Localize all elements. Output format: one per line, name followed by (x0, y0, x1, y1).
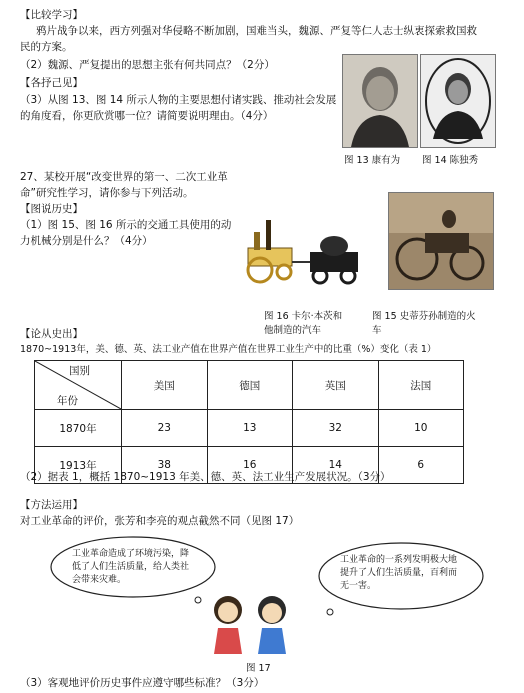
fig17-caption: 图 17 (246, 663, 271, 674)
intro-text-line1: 鸦片战争以来，西方列强对华侵略不断加剧，国难当头，魏源、严复等仁人志士纵衷探索救国救 (36, 25, 477, 37)
intro-evaluation: 对工业革命的评价，张芳和李亮的观点截然不同（见图 17） (20, 515, 300, 527)
fig16-caption-line1: 图 16 卡尔·本茨和 (264, 311, 343, 322)
question-2-wei-yan: （2）魏源、严复提出的思想主张有何共同点？（2分） (20, 59, 275, 71)
table-cell: 16 (207, 447, 293, 484)
question-2-table: （2）据表 1，概括 1870~1913 年美、德、英、法工业生产发展状况。（3分） (20, 471, 391, 483)
corner-country-label: 国别 (69, 365, 90, 377)
column-header-uk: 英国 (293, 361, 379, 410)
column-header-france: 法国 (378, 361, 464, 410)
fig14-caption: 图 14 陈独秀 (422, 155, 479, 166)
fig13-caption: 图 13 康有为 (344, 155, 401, 166)
column-header-germany: 德国 (207, 361, 293, 410)
portrait-image (343, 55, 417, 147)
heading-comparative-study: 【比较学习】 (20, 9, 83, 21)
heading-history-analysis: 【论从史出】 (20, 328, 83, 340)
row-year-cell: 1913年 (35, 447, 122, 484)
right-bubble-text: 工业革命的一系列发明极大地提升了人们生活质量，百利而无一害。 (340, 555, 458, 591)
table-cell: 13 (207, 410, 293, 447)
locomotive-illustration (240, 212, 374, 292)
benz-car-photo (388, 192, 494, 290)
left-bubble-text: 工业革命造成了环境污染，降低了人们生活质量，给人类社会带来灾难。 (72, 549, 190, 585)
corner-year-label: 年份 (57, 395, 78, 407)
question-27-line1: 27、某校开展“改变世界的第一、二次工业革 (20, 171, 228, 183)
question-1-line2: 力机械分别是什么？（4分） (20, 235, 153, 247)
question-27-line2: 命”研究性学习，请你参与下列活动。 (20, 187, 194, 199)
table-cell: 14 (293, 447, 379, 484)
column-header-usa: 美国 (122, 361, 208, 410)
portrait-image (421, 55, 495, 147)
question-1-line1: （1）图 15、图 16 所示的交通工具使用的动 (20, 219, 232, 231)
table-header-row (35, 361, 464, 410)
fig15-caption-line1: 图 15 史蒂芬孙制造的火 (372, 311, 476, 322)
car-image (389, 193, 493, 289)
cartoon-children-illustration (200, 592, 300, 656)
table-title: 1870~1913年，美、德、英、法工业产值在世界产值在世界工业生产中的比重（%）变化（表 1） (20, 344, 437, 355)
table-cell: 38 (122, 447, 208, 484)
kang-youwei-photo (342, 54, 418, 148)
table-cell: 10 (378, 410, 464, 447)
chen-duxiu-photo (420, 54, 496, 148)
question-3-evaluation: （3）客观地评价历史事件应遵守哪些标准？（3分） (20, 677, 265, 689)
table-cell: 23 (122, 410, 208, 447)
table-cell: 6 (378, 447, 464, 484)
heading-opinions: 【各抒己见】 (20, 77, 83, 89)
intro-text-line2: 民的方案。 (20, 41, 73, 53)
fig15-caption-line2: 车 (372, 325, 382, 336)
table-cell: 32 (293, 410, 379, 447)
heading-illustrated-history: 【图说历史】 (20, 203, 83, 215)
question-3-line2: 的角度看，你更欣赏哪一位？请简要说明理由。（4分） (20, 110, 274, 122)
table-corner-cell (35, 361, 122, 410)
question-3-line1: （3）从图 13、图 14 所示人物的主要思想付诸实践、推动社会发展 (20, 94, 337, 106)
row-year-cell: 1870年 (35, 410, 122, 447)
table-row (35, 410, 464, 447)
fig16-caption-line2: 他制造的汽车 (264, 325, 322, 336)
heading-method-application: 【方法运用】 (20, 499, 83, 511)
industrial-output-table (34, 360, 464, 484)
